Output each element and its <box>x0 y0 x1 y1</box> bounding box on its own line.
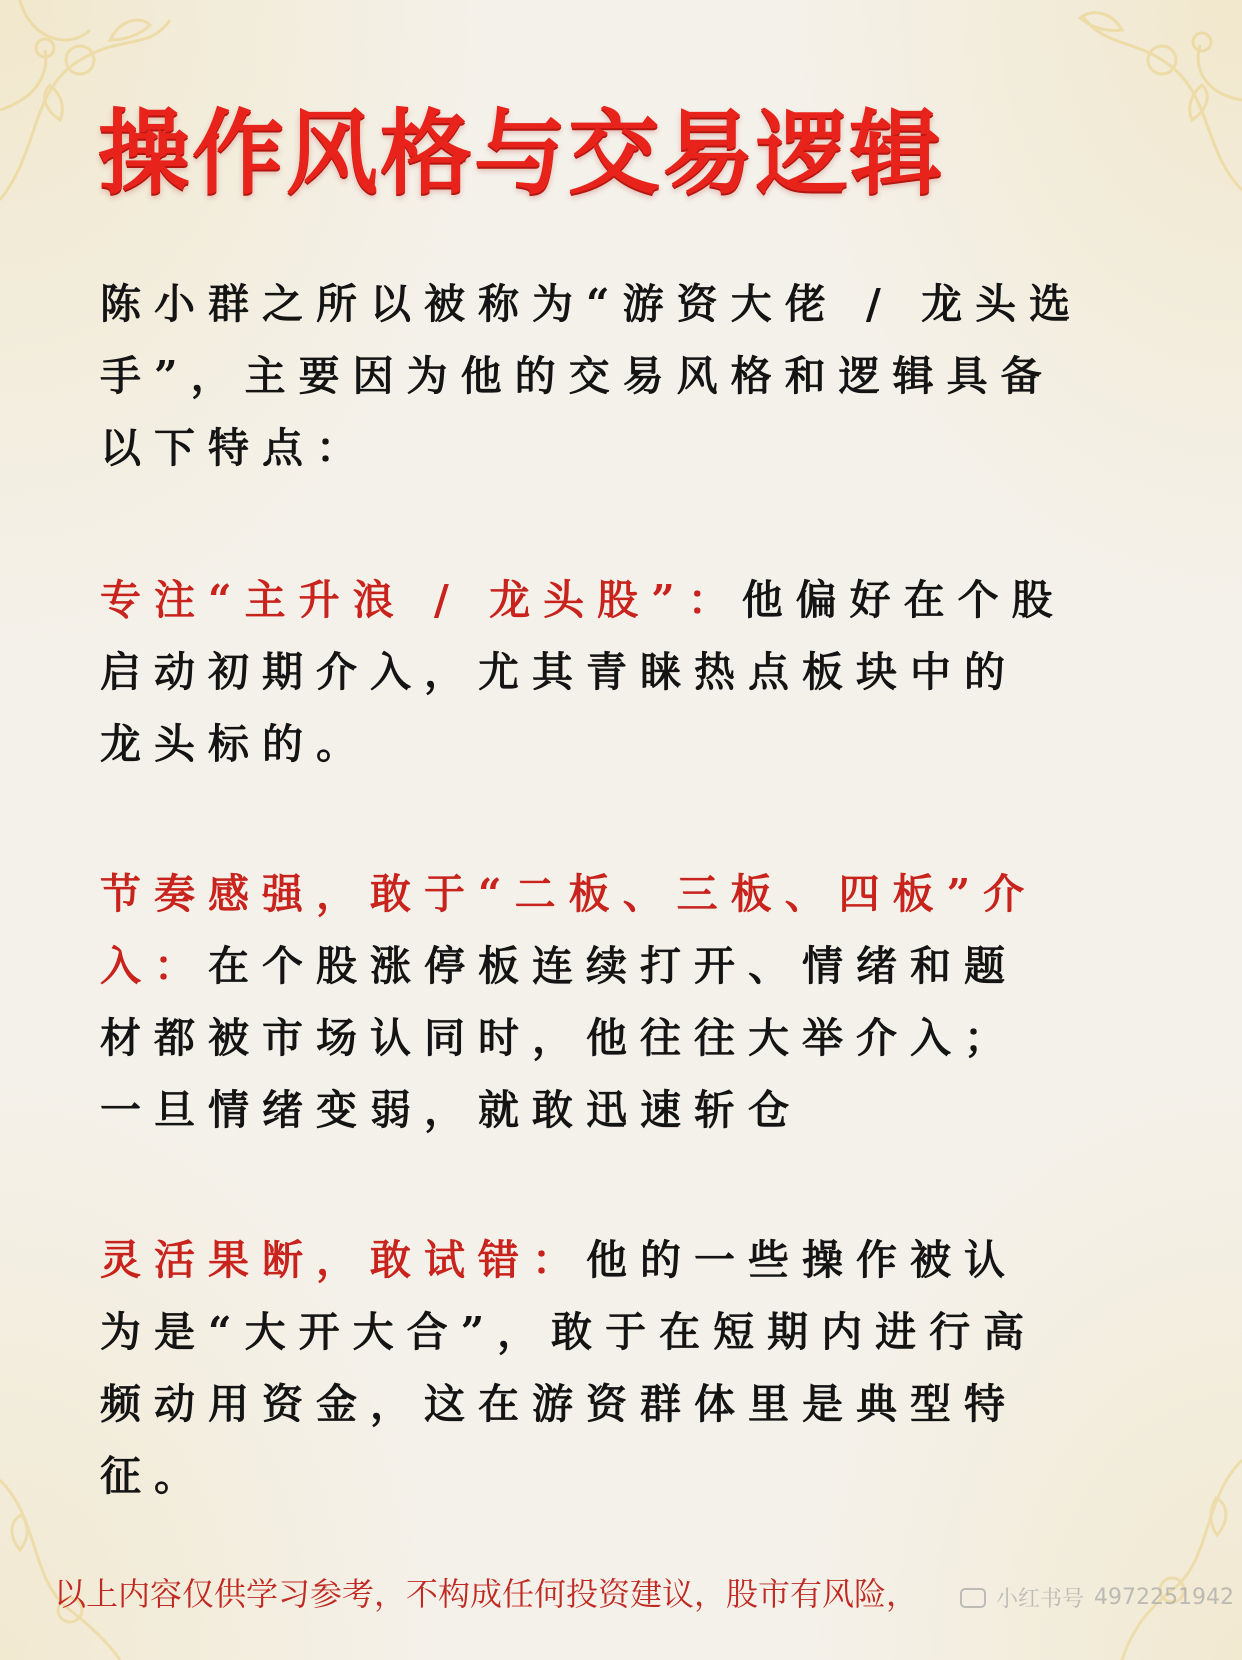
point-text: 他的一些操作被认 <box>586 1236 1018 1284</box>
intro-line: 以下特点： <box>100 424 370 472</box>
point-line: 为是“大开大合”，敢于在短期内进行高 <box>100 1308 1038 1356</box>
point-line <box>100 930 1100 1002</box>
point-line: 频动用资金，这在游资群体里是典型特 <box>100 1380 1018 1428</box>
point-text: 他偏好在个股 <box>741 576 1066 624</box>
page-title: 操作风格与交易逻辑 <box>98 100 945 207</box>
intro-line: 陈小群之所以被称为“游资大佬 / 龙头选 <box>100 280 1084 328</box>
intro-line: 手”，主要因为他的交易风格和逻辑具备 <box>100 352 1055 400</box>
point-line: 材都被市场认同时，他往往大举介入； <box>100 1014 1018 1062</box>
intro-paragraph <box>100 268 1100 484</box>
point-line: 龙头标的。 <box>100 720 370 768</box>
point-heading: 节奏感强，敢于“二板、三板、四板”介 <box>100 870 1038 918</box>
disclaimer-footer: 以上内容仅供学习参考，不构成任何投资建议，股市有风险， <box>54 1575 919 1613</box>
point-line: 一旦情绪变弱，就敢迅速斩仓 <box>100 1086 802 1134</box>
point-heading: 灵活果断，敢试错： <box>100 1236 586 1284</box>
point-line: 征。 <box>100 1452 208 1500</box>
point-line <box>100 564 1100 636</box>
point-line: 启动初期介入，尤其青睐热点板块中的 <box>100 648 1018 696</box>
watermark <box>960 1582 1234 1613</box>
floral-ornament-bottom-right <box>1092 1440 1242 1660</box>
watermark-brand: 小红书号 <box>996 1587 1085 1612</box>
xiaohongshu-logo-icon <box>960 1588 986 1608</box>
point-heading: 专注“主升浪 / 龙头股”： <box>100 576 742 624</box>
point-main-wave-leader <box>100 564 1100 780</box>
point-heading-cont: 入： <box>100 942 208 990</box>
point-flexible <box>100 1224 1100 1512</box>
point-rhythm <box>100 858 1100 1146</box>
point-text: 在个股涨停板连续打开、情绪和题 <box>208 942 1018 990</box>
point-line <box>100 1224 1100 1296</box>
watermark-number: 4972251942 <box>1094 1585 1234 1610</box>
